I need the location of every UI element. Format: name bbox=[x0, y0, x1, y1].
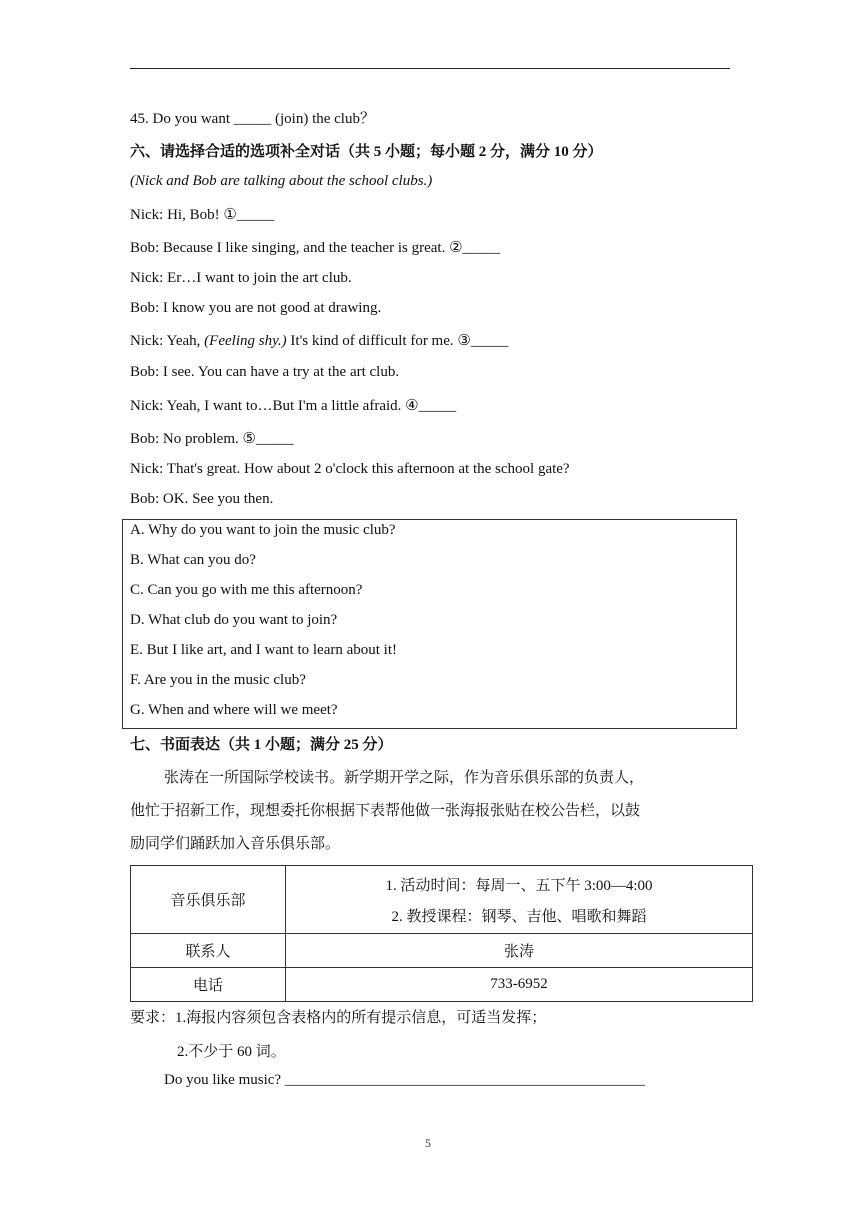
option-item: C. Can you go with me this afternoon? bbox=[130, 582, 363, 598]
option-item: D. What club do you want to join? bbox=[130, 612, 338, 628]
stage-direction: (Feeling shy.) bbox=[204, 333, 287, 349]
table-cell: 733-6952 bbox=[286, 968, 753, 1002]
dialogue-speaker: Nick: Yeah, bbox=[130, 333, 205, 349]
option-item: B. What can you do? bbox=[130, 552, 256, 568]
prompt-paragraph-line: 张涛在一所国际学校读书。新学期开学之际，作为音乐俱乐部的负责人， bbox=[164, 770, 645, 786]
table-cell: 张涛 bbox=[286, 934, 753, 968]
prompt-paragraph-line: 他忙于招新工作，现想委托你根据下表帮他做一张海报张贴在校公告栏，以鼓 bbox=[130, 803, 641, 819]
table-cell: 联系人 bbox=[131, 934, 286, 968]
dialogue-line: Bob: I know you are not good at drawing. bbox=[130, 300, 382, 316]
prompt-paragraph-line: 励同学们踊跃加入音乐俱乐部。 bbox=[130, 836, 341, 852]
dialogue-line: Nick: Er…I want to join the art club. bbox=[130, 270, 352, 286]
requirement-1: 要求：1.海报内容须包含表格内的所有提示信息，可适当发挥； bbox=[130, 1010, 547, 1026]
header-rule bbox=[130, 68, 730, 69]
dialogue-line: Bob: No problem. ⑤_____ bbox=[130, 431, 294, 447]
dialogue-text: It's kind of difficult for me. ③_____ bbox=[286, 333, 509, 349]
dialogue-line: Bob: OK. See you then. bbox=[130, 491, 274, 507]
option-item: E. But I like art, and I want to learn about it! bbox=[130, 642, 398, 658]
dialogue-line: Nick: Hi, Bob! ①_____ bbox=[130, 207, 275, 223]
dialogue-context: (Nick and Bob are talking about the school clubs.) bbox=[130, 173, 433, 189]
table-cell-line: 2. 教授课程：钢琴、吉他、唱歌和舞蹈 bbox=[391, 908, 647, 925]
dialogue-line: Nick: That's great. How about 2 o'clock this afternoon at the school gate? bbox=[130, 461, 570, 477]
table-cell bbox=[286, 866, 753, 934]
dialogue-line bbox=[130, 331, 508, 350]
table-cell-line: 1. 活动时间：每周一、五下午 3:00—4:00 bbox=[385, 877, 653, 894]
option-item: F. Are you in the music club? bbox=[130, 672, 306, 688]
table-row bbox=[131, 866, 753, 934]
dialogue-line: Nick: Yeah, I want to…But I'm a little afraid. ④_____ bbox=[130, 398, 457, 414]
page-number: 5 bbox=[425, 1136, 431, 1150]
table-cell: 音乐俱乐部 bbox=[131, 866, 286, 934]
table-row bbox=[131, 934, 753, 968]
table-row bbox=[131, 968, 753, 1002]
writing-starter: Do you like music? ________________________________________________ bbox=[164, 1072, 645, 1088]
section-6-heading: 六、请选择合适的选项补全对话（共 5 小题；每小题 2 分，满分 10 分） bbox=[130, 144, 603, 160]
requirement-2: 2.不少于 60 词。 bbox=[177, 1044, 286, 1060]
info-table bbox=[130, 865, 753, 1002]
dialogue-line: Bob: I see. You can have a try at the art club. bbox=[130, 364, 400, 380]
option-item: G. When and where will we meet? bbox=[130, 702, 338, 718]
section-7-heading: 七、书面表达（共 1 小题；满分 25 分） bbox=[130, 737, 393, 753]
question-45: 45. Do you want _____ (join) the club？ bbox=[130, 111, 375, 127]
table-cell: 电话 bbox=[131, 968, 286, 1002]
option-item: A. Why do you want to join the music club? bbox=[130, 522, 396, 538]
dialogue-line: Bob: Because I like singing, and the teacher is great. ②_____ bbox=[130, 240, 501, 256]
